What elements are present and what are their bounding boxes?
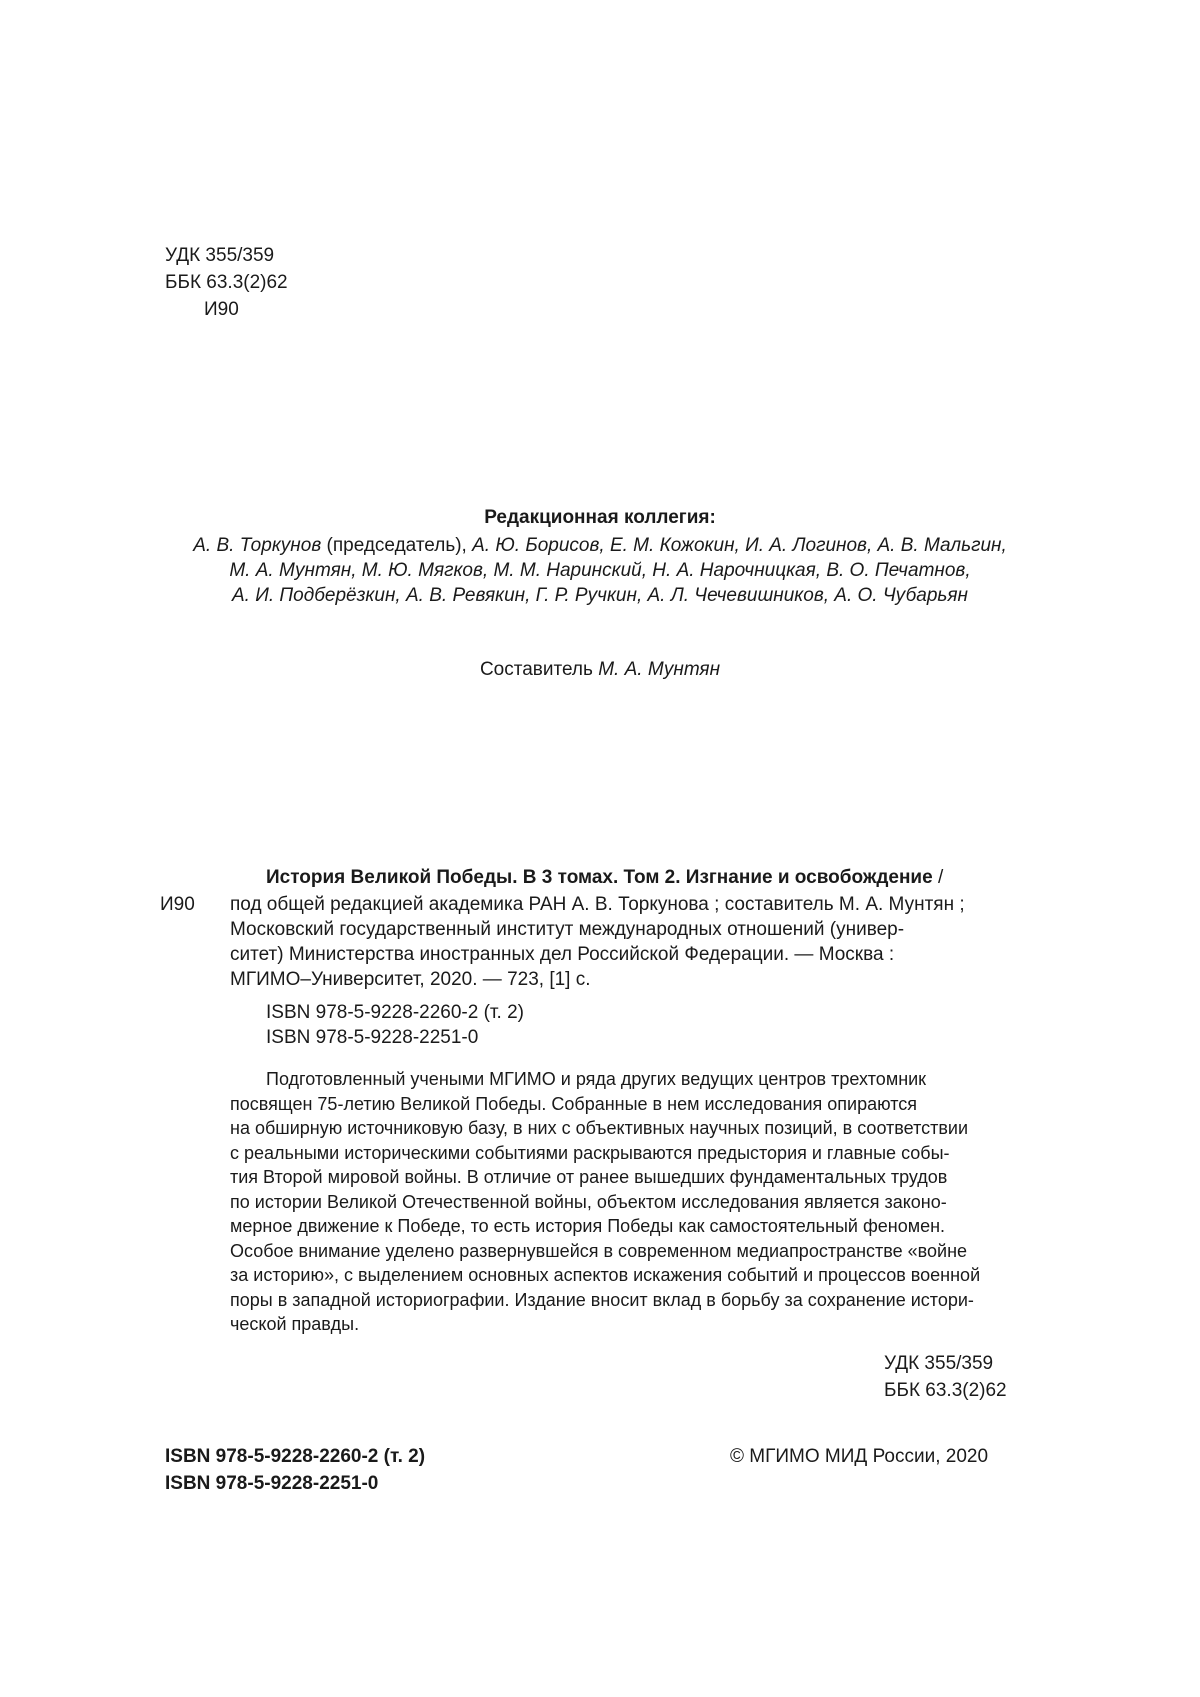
copyright: © МГИМО МИД России, 2020 [730, 1446, 989, 1467]
abstract-line-5: тия Второй мировой войны. В отличие от ранее вышедших фундаментальных трудов [230, 1167, 948, 1187]
catalog-isbn-2: ISBN 978-5-9228-2251-0 [266, 1027, 479, 1048]
board-chairman-role: (председатель), [321, 535, 473, 556]
catalog-record [230, 865, 1010, 1050]
abstract-line-1: Подготовленный учеными МГИМО и ряда других ведущих центров трехтомник [266, 1069, 927, 1089]
board-heading: Редакционная коллегия: [484, 507, 716, 528]
editorial-board [0, 505, 1200, 608]
board-line-1 [0, 533, 1200, 558]
bbk-code-top: ББК 63.3(2)62 [165, 272, 288, 293]
catalog-line-1: под общей редакцией академика РАН А. В. Торкунова ; составитель М. А. Мунтян ; [230, 894, 965, 915]
catalog-line-2: Московский государственный институт международных отношений (универ- [230, 919, 905, 940]
compiler-line [0, 657, 1200, 682]
catalog-title: История Великой Победы. В 3 томах. Том 2. Изгнание и освобождение [266, 867, 933, 888]
abstract-line-2: посвящен 75-летию Великой Победы. Собранные в нем исследования опираются [230, 1093, 917, 1114]
bbk-code-bottom: ББК 63.3(2)62 [884, 1380, 1007, 1401]
abstract-line-8: Особое внимание уделено развернувшейся в современном медиапространстве «войне [230, 1240, 968, 1261]
abstract-line-3: на обширную источниковую базу, в них с объективных научных позиций, в соответствии [230, 1118, 969, 1138]
catalog-line-4: МГИМО–Университет, 2020. — 723, [1] с. [230, 969, 591, 990]
abstract-line-9: за историю», с выделением основных аспектов искажения событий и процессов военной [230, 1265, 981, 1285]
abstract-line-11: ческой правды. [230, 1314, 360, 1334]
footer-isbn-1: ISBN 978-5-9228-2260-2 (т. 2) [165, 1446, 426, 1467]
catalog-line-3: ситет) Министерства иностранных дел Российской Федерации. — Москва : [230, 944, 895, 965]
abstract-line-7: мерное движение к Победе, то есть история Победы как самостоятельный феномен. [230, 1216, 946, 1236]
abstract [230, 1067, 1010, 1337]
author-sign-top: И90 [204, 299, 239, 320]
board-line-1-rest: А. Ю. Борисов, Е. М. Кожокин, И. А. Логинов, А. В. Мальгин, [472, 535, 1007, 556]
compiler-label: Составитель [479, 659, 599, 680]
catalog-title-sep: / [932, 867, 944, 888]
board-line-2: М. А. Мунтян, М. Ю. Мягков, М. М. Наринский, Н. А. Нарочницкая, В. О. Печатнов, [229, 560, 971, 581]
udk-code-bottom: УДК 355/359 [884, 1353, 994, 1374]
abstract-line-4: с реальными историческими событиями раскрываются предыстория и главные собы- [230, 1142, 950, 1163]
board-line-3: А. И. Подберёзкин, А. В. Ревякин, Г. Р. Ручкин, А. Л. Чечевишников, А. О. Чубарьян [232, 585, 968, 606]
compiler-name: М. А. Мунтян [598, 659, 721, 680]
abstract-line-10: поры в западной историографии. Издание вносит вклад в борьбу за сохранение истори- [230, 1289, 974, 1310]
udk-code-top: УДК 355/359 [165, 245, 275, 266]
board-chairman: А. В. Торкунов [193, 535, 322, 556]
catalog-title-line [230, 865, 1010, 890]
footer-isbn-2: ISBN 978-5-9228-2251-0 [165, 1473, 379, 1494]
catalog-author-sign: И90 [160, 894, 195, 915]
catalog-isbn-1: ISBN 978-5-9228-2260-2 (т. 2) [266, 1002, 524, 1023]
abstract-line-6: по истории Великой Отечественной войны, объектом исследования является законо- [230, 1191, 947, 1212]
